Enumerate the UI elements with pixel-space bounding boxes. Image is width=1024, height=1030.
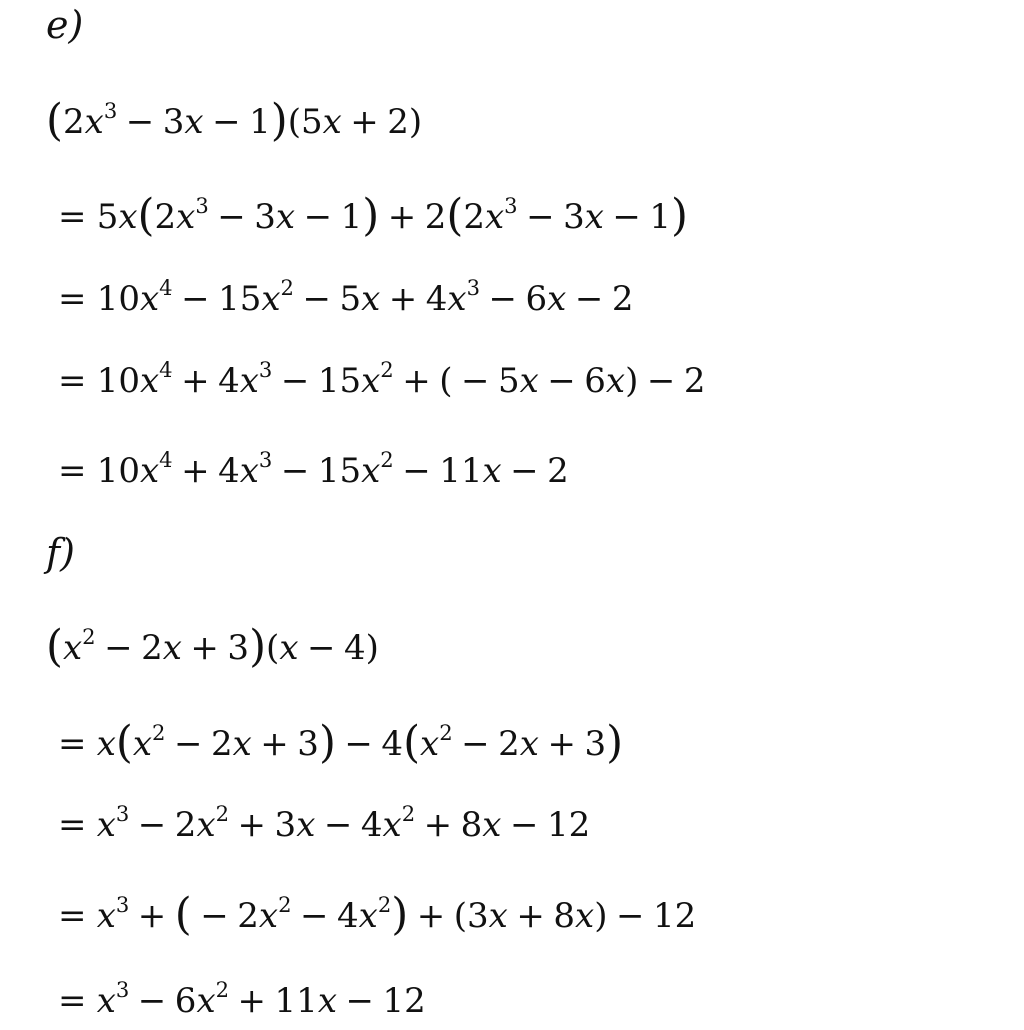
math-token: 2 <box>278 891 292 917</box>
math-token: ( <box>46 622 63 673</box>
math-token: − <box>181 279 210 319</box>
math-token: + <box>181 361 210 401</box>
math-token: ) <box>391 890 409 941</box>
math-token: − <box>488 279 518 319</box>
math-token: x <box>139 451 160 491</box>
math-token: 3 <box>258 446 273 472</box>
math-token: x <box>96 896 116 936</box>
math-token: + <box>402 361 431 401</box>
math-token: x <box>258 896 279 936</box>
math-token: ( <box>137 191 155 242</box>
math-token: ) <box>594 896 608 936</box>
math-token: + <box>416 896 446 936</box>
math-token: 3 <box>466 274 481 300</box>
math-token: − <box>173 724 203 764</box>
math-token: 8 <box>460 805 483 845</box>
math-token: x <box>358 896 378 936</box>
math-token: x <box>232 724 252 764</box>
math-token: x <box>96 805 116 845</box>
math-token: 3 <box>195 192 209 218</box>
math-token: ) <box>625 361 639 401</box>
math-token: x <box>139 279 160 319</box>
math-token: ( <box>439 361 453 401</box>
math-token: x <box>84 102 104 142</box>
math-token: x <box>447 279 467 319</box>
math-token: 5 <box>339 279 362 319</box>
math-token: x <box>488 896 508 936</box>
math-token: − <box>307 628 336 668</box>
math-token: x <box>162 628 182 668</box>
math-token: + <box>237 981 267 1021</box>
math-token: − <box>345 981 374 1021</box>
math-token: x <box>484 197 505 237</box>
math-token: x <box>184 102 204 142</box>
math-token: = <box>58 361 87 401</box>
part-f-line-4 <box>58 890 697 941</box>
math-token: 2 <box>401 800 416 826</box>
math-token: 4 <box>381 724 404 764</box>
math-token: 3 <box>297 724 319 764</box>
math-token: 11 <box>439 451 483 491</box>
math-token: x <box>239 361 259 401</box>
math-token: − <box>303 197 333 237</box>
math-token: 2 <box>611 279 634 319</box>
math-token: ) <box>270 96 288 147</box>
math-token: x <box>361 451 381 491</box>
math-token: + <box>387 197 417 237</box>
math-token: 2 <box>215 800 230 826</box>
math-token: − <box>280 451 310 491</box>
math-token: + <box>423 805 453 845</box>
math-token: (5 <box>287 102 323 142</box>
math-token: − <box>137 805 167 845</box>
math-token: = <box>58 896 87 936</box>
math-token: 2 <box>237 896 259 936</box>
math-token: − <box>460 361 490 401</box>
math-token: 15 <box>317 451 362 491</box>
math-token: x <box>279 628 299 668</box>
math-token: ) <box>606 718 624 769</box>
math-token: x <box>605 361 626 401</box>
math-token: 5 <box>497 361 520 401</box>
math-token: 2 <box>547 451 569 491</box>
math-token: + <box>237 805 267 845</box>
math-token: ( <box>174 890 192 941</box>
part-e-label: e) <box>46 3 84 47</box>
math-token: 2 <box>174 805 197 845</box>
math-token: 4 <box>218 451 240 491</box>
math-token: − <box>125 102 155 142</box>
math-token: 2 <box>424 197 447 237</box>
math-token: 2 <box>498 724 520 764</box>
math-token: 2 <box>154 197 177 237</box>
math-token: 6 <box>525 279 548 319</box>
math-token: − <box>612 197 641 237</box>
math-token: 12 <box>382 981 426 1021</box>
math-token: − <box>200 896 229 936</box>
math-token: + <box>388 279 418 319</box>
math-token: + <box>547 724 576 764</box>
math-token: x <box>196 805 216 845</box>
math-token: 3 <box>115 976 130 1002</box>
math-token: 4 <box>425 279 448 319</box>
math-token: − <box>646 361 676 401</box>
math-token: x <box>317 981 337 1021</box>
math-token: x <box>132 724 153 764</box>
math-token: − <box>104 628 133 668</box>
math-token: x <box>575 896 595 936</box>
math-token: x <box>139 361 160 401</box>
math-token: + <box>260 724 289 764</box>
math-token: − <box>510 451 539 491</box>
math-token: 15 <box>317 361 362 401</box>
math-token: + <box>137 896 167 936</box>
math-token: 2 <box>380 446 394 472</box>
math-token: ( <box>446 191 464 242</box>
math-token: 4 <box>159 356 173 382</box>
math-token: 3 <box>504 192 518 218</box>
math-token: − <box>574 279 604 319</box>
math-token: x <box>96 981 116 1021</box>
math-token: 1 <box>249 102 271 142</box>
math-token: 1 <box>340 197 363 237</box>
math-token: ) <box>671 191 689 242</box>
math-token: ( <box>266 628 280 668</box>
math-token: − <box>217 197 246 237</box>
part-e-line-1 <box>46 96 423 147</box>
part-e-line-4 <box>58 356 706 401</box>
math-token: x <box>261 279 281 319</box>
math-token: 3 <box>162 102 185 142</box>
math-token: x <box>361 361 381 401</box>
math-token: ) <box>362 191 380 242</box>
part-e-line-3 <box>58 274 634 319</box>
math-token: x <box>584 197 604 237</box>
math-token: + <box>190 628 219 668</box>
math-token: 3 <box>584 724 607 764</box>
math-token: = <box>58 279 87 319</box>
math-token: 12 <box>546 805 591 845</box>
math-token: 3 <box>258 356 273 382</box>
math-token: − <box>344 724 373 764</box>
math-token: x <box>176 197 196 237</box>
math-token: x <box>519 361 539 401</box>
part-f-line-1 <box>46 622 379 673</box>
math-token: = <box>58 451 87 491</box>
math-token: 1 <box>649 197 672 237</box>
math-token: x <box>96 724 116 764</box>
part-e-line-5 <box>58 446 569 491</box>
math-token: − <box>323 805 353 845</box>
math-token: − <box>280 361 310 401</box>
part-f-label: f) <box>46 531 75 575</box>
math-token: 2 <box>210 724 233 764</box>
math-token: 2 <box>439 719 453 745</box>
math-token: 2 <box>380 356 394 382</box>
math-token: 2 <box>280 274 294 300</box>
math-token: − <box>402 451 431 491</box>
math-token: x <box>482 805 502 845</box>
math-token: + <box>350 102 379 142</box>
math-token: − <box>547 361 576 401</box>
math-token: x <box>275 197 296 237</box>
math-token: x <box>62 628 83 668</box>
math-token: 8 <box>553 896 575 936</box>
math-token: 2 <box>683 361 706 401</box>
math-token: 3 <box>563 197 585 237</box>
math-token: 10 <box>96 361 140 401</box>
math-token: 6 <box>174 981 197 1021</box>
math-token: ) <box>249 622 267 673</box>
math-token: = <box>58 981 87 1021</box>
math-token: − <box>615 896 645 936</box>
math-token: 4 <box>159 446 173 472</box>
math-token: x <box>118 197 138 237</box>
math-token: 2 <box>377 891 392 917</box>
math-token: 4 <box>360 805 383 845</box>
math-token: = <box>58 197 87 237</box>
math-token: = <box>58 724 87 764</box>
math-token: x <box>322 102 342 142</box>
math-token: 3 <box>274 805 297 845</box>
math-token: 4 <box>159 274 173 300</box>
math-token: 2 <box>215 976 230 1002</box>
part-f-line-5 <box>58 976 426 1021</box>
math-token: (3 <box>453 896 489 936</box>
part-f-line-3 <box>58 800 591 845</box>
math-token: 4 <box>337 896 359 936</box>
math-token: 6 <box>584 361 606 401</box>
math-token: x <box>547 279 567 319</box>
math-token: − <box>300 896 329 936</box>
math-token: ( <box>115 718 133 769</box>
math-token: x <box>420 724 440 764</box>
math-token: 3 <box>254 197 276 237</box>
math-token: 2 <box>82 623 96 649</box>
math-token: 4 <box>218 361 240 401</box>
math-token: = <box>58 805 87 845</box>
math-token: x <box>482 451 502 491</box>
math-token: − <box>526 197 555 237</box>
math-token: 3 <box>227 628 250 668</box>
math-token: 3 <box>115 891 130 917</box>
math-token: − <box>137 981 167 1021</box>
part-e-line-2 <box>58 191 689 242</box>
math-token: 2) <box>387 102 423 142</box>
math-token: − <box>509 805 539 845</box>
math-token: − <box>212 102 241 142</box>
math-token: 3 <box>103 97 118 123</box>
math-token: 2 <box>141 628 163 668</box>
math-token: x <box>519 724 539 764</box>
math-token: 11 <box>274 981 318 1021</box>
math-token: 2 <box>152 719 166 745</box>
math-token: x <box>239 451 259 491</box>
math-token: x <box>196 981 216 1021</box>
math-token: ( <box>403 718 421 769</box>
math-token: 3 <box>115 800 130 826</box>
math-token: − <box>302 279 331 319</box>
math-token: 10 <box>96 451 140 491</box>
math-token: 12 <box>652 896 697 936</box>
math-token: 10 <box>96 279 140 319</box>
math-token: 2 <box>62 102 85 142</box>
math-token: x <box>296 805 316 845</box>
math-token: 15 <box>218 279 262 319</box>
math-token: 5 <box>96 197 119 237</box>
math-token: x <box>382 805 402 845</box>
math-token: ) <box>318 718 336 769</box>
math-token: − <box>461 724 490 764</box>
math-token: + <box>181 451 210 491</box>
math-token: 4) <box>344 628 379 668</box>
math-token: + <box>516 896 545 936</box>
part-f-line-2 <box>58 718 624 769</box>
math-token: 2 <box>463 197 485 237</box>
math-token: ( <box>46 96 63 147</box>
math-token: x <box>361 279 381 319</box>
